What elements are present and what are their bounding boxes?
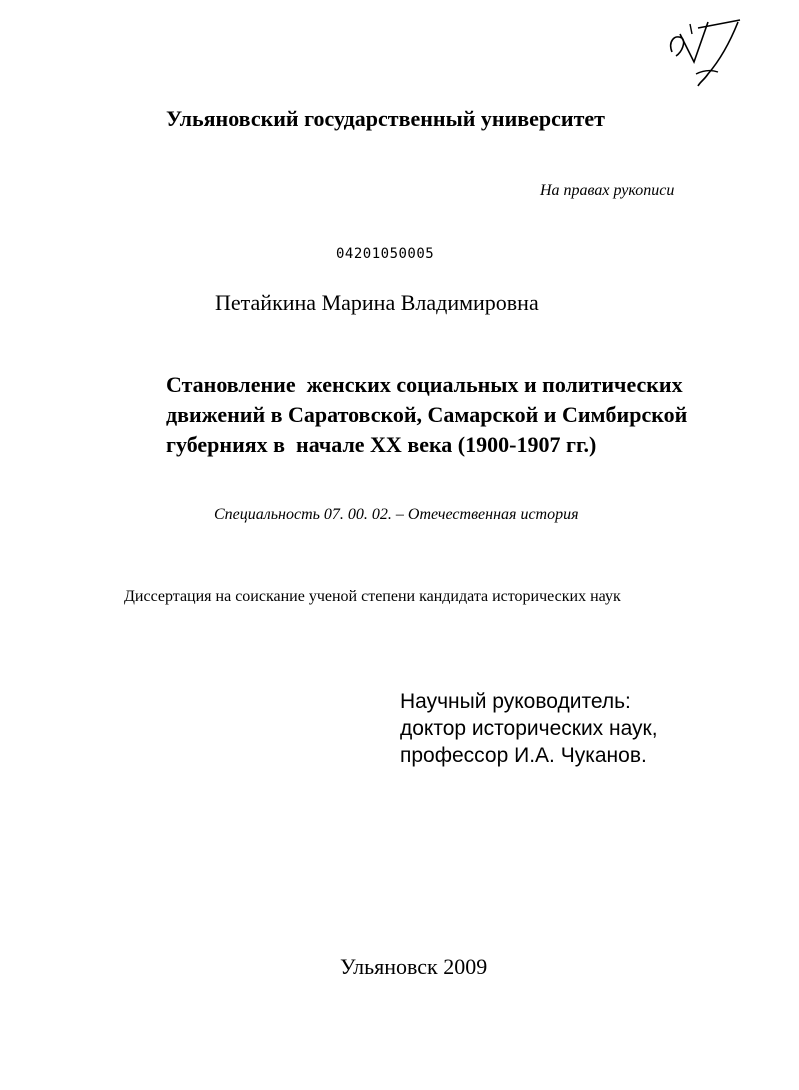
supervisor-line: доктор исторических наук, — [400, 717, 658, 740]
city-year: Ульяновск 2009 — [340, 954, 488, 979]
handwritten-signature-icon — [660, 12, 750, 92]
supervisor-block — [400, 688, 658, 769]
title-line: губерниях в начале XX века (1900-1907 гг.) — [166, 432, 597, 457]
author-name: Петайкина Марина Владимировна — [215, 290, 539, 315]
title-line: движений в Саратовской, Самарской и Симбирской — [166, 402, 688, 427]
title-line: Становление женских социальных и политических — [166, 372, 683, 397]
specialty: Специальность 07. 00. 02. – Отечественная история — [214, 506, 579, 523]
registration-number: 04201050005 — [336, 246, 435, 262]
rights-note: На правах рукописи — [540, 182, 675, 199]
dissertation-note: Диссертация на соискание ученой степени кандидата исторических наук — [124, 588, 621, 605]
supervisor-line: Научный руководитель: — [400, 690, 631, 713]
supervisor-line: профессор И.А. Чуканов. — [400, 744, 647, 767]
university-name: Ульяновский государственный университет — [166, 106, 605, 131]
dissertation-title — [166, 370, 766, 460]
